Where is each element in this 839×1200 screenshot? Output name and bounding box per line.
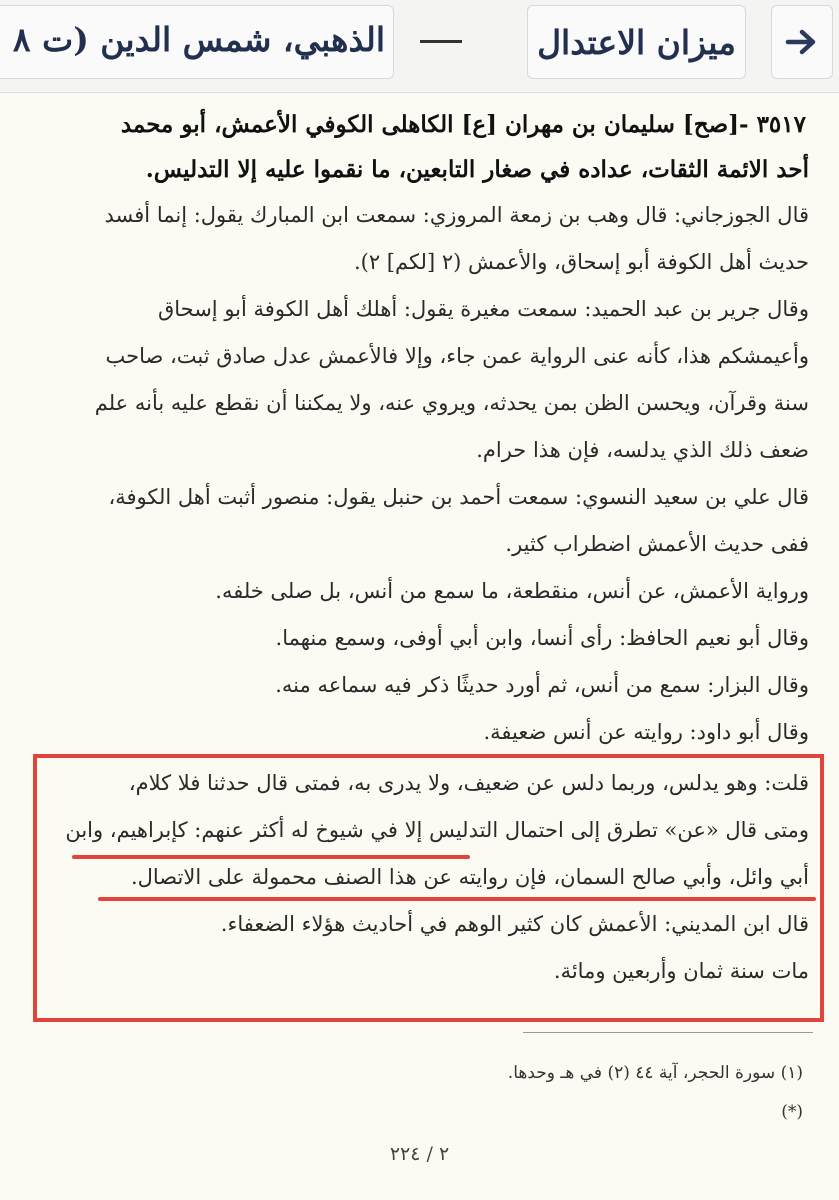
body-line: وقال أبو داود: روايته عن أنس ضعيفة. bbox=[483, 720, 809, 744]
footnote-1: (١) سورة الحجر، آية ٤٤ (٢) في هـ وحدها. bbox=[507, 1063, 803, 1083]
entry-heading-line-2: أحد الائمة الثقات، عداده في صغار التابعين، ما نقموا عليه إلا التدليس. bbox=[145, 156, 809, 183]
footnote-2: (*) bbox=[781, 1102, 803, 1122]
body-line: سنة وقرآن، ويحسن الظن بمن يحدثه، ويروي عنه، ولا يمكننا أن نقطع عليه بأنه علم bbox=[94, 391, 809, 415]
title-separator bbox=[420, 40, 462, 43]
book-page bbox=[0, 93, 839, 1200]
highlighted-line: أبي وائل، وأبي صالح السمان، فإن روايته عن هذا الصنف محمولة على الاتصال. bbox=[130, 865, 809, 889]
body-line: وقال البزار: سمع من أنس، ثم أورد حديثًا ذكر فيه سماعه منه. bbox=[275, 673, 809, 697]
author-name: الذهبي، شمس الدين (ت ٨ bbox=[12, 20, 385, 59]
entry-heading-line-1: ٣٥١٧ -[صح] سليمان بن مهران [ع] الكاهلى الكوفي الأعمش، أبو محمد bbox=[120, 111, 806, 138]
body-line: ورواية الأعمش، عن أنس، منقطعة، ما سمع من أنس، بل صلى خلفه. bbox=[215, 579, 809, 603]
top-toolbar bbox=[0, 0, 839, 93]
body-line: ضعف ذلك الذي يدلسه، فإن هذا حرام. bbox=[476, 438, 809, 462]
highlighted-line: قال ابن المديني: الأعمش كان كثير الوهم في أحاديث هؤلاء الضعفاء. bbox=[220, 912, 809, 936]
highlighted-line: قلت: وهو يدلس، وربما دلس عن ضعيف، ولا يدرى به، فمتى قال حدثنا فلا كلام، bbox=[128, 771, 809, 795]
book-title: ميزان الاعتدال bbox=[537, 22, 736, 62]
body-line: وقال أبو نعيم الحافظ: رأى أنسا، وابن أبي أوفى، وسمع منهما. bbox=[275, 626, 809, 650]
page-number: ٢ / ٢٢٤ bbox=[389, 1143, 450, 1165]
body-line: قال علي بن سعيد النسوي: سمعت أحمد بن حنبل يقول: منصور أثبت أهل الكوفة، bbox=[108, 485, 809, 509]
highlight-underline bbox=[72, 855, 470, 859]
body-line: وأعيمشكم هذا، كأنه عنى الرواية عمن جاء، وإلا فالأعمش عدل صادق ثبت، صاحب bbox=[105, 344, 809, 368]
footnote-separator bbox=[523, 1032, 813, 1033]
author-button[interactable] bbox=[0, 5, 394, 79]
back-button[interactable] bbox=[771, 5, 833, 79]
body-line: ففى حديث الأعمش اضطراب كثير. bbox=[505, 532, 809, 556]
body-line: وقال جرير بن عبد الحميد: سمعت مغيرة يقول: أهلك أهل الكوفة أبو إسحاق bbox=[157, 297, 809, 321]
body-line: قال الجوزجاني: قال وهب بن زمعة المروزي: سمعت ابن المبارك يقول: إنما أفسد bbox=[104, 203, 809, 227]
highlighted-line: ومتى قال «عن» تطرق إلى احتمال التدليس إلا في شيوخ له أكثر عنهم: كإبراهيم، وابن bbox=[65, 818, 809, 842]
arrow-right-icon bbox=[782, 22, 822, 62]
book-title-button[interactable] bbox=[527, 5, 746, 79]
highlighted-line: مات سنة ثمان وأربعين ومائة. bbox=[553, 959, 809, 983]
highlight-annotation-box bbox=[33, 754, 824, 1022]
body-line: حديث أهل الكوفة أبو إسحاق، والأعمش (٢ [لكم] ٢). bbox=[353, 250, 809, 274]
highlight-underline bbox=[98, 897, 816, 901]
